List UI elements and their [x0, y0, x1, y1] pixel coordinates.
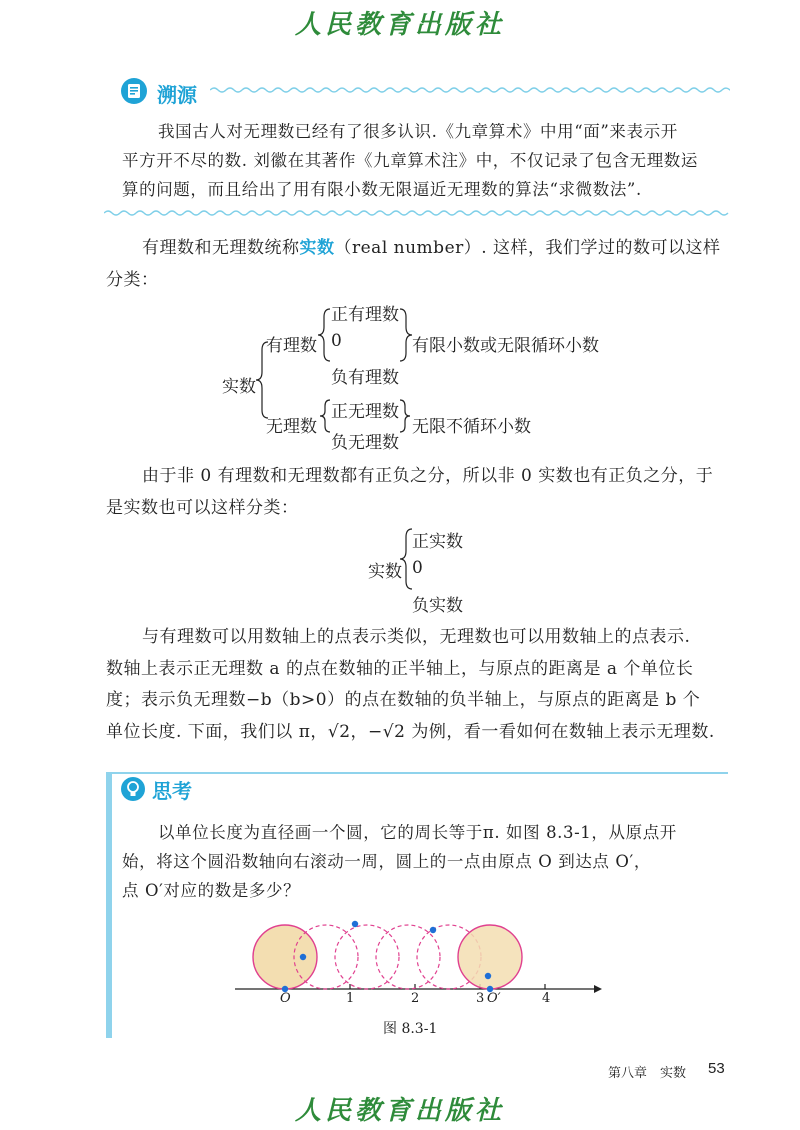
figure-caption: 图 8.3-1: [383, 1021, 438, 1037]
rolling-point-4: [485, 973, 491, 979]
source-line: 平方开不尽的数. 刘徽在其著作《九章算术注》中，不仅记录了包含无理数运: [122, 151, 698, 170]
class1-rational-desc: 有限小数或无限循环小数: [412, 336, 599, 356]
think-line: 以单位长度为直径画一个圆，它的周长等于π. 如图 8.3-1，从原点开: [158, 823, 677, 842]
think-box-text: [122, 818, 722, 905]
class2-root: 实数: [368, 562, 402, 582]
intro-text: 有理数和无理数统称: [142, 238, 300, 258]
mid-text: 由于非 0 有理数和无理数都有正负之分，所以非 0 实数也有正负之分，于: [142, 466, 714, 486]
class1-pos-rational: 正有理数: [331, 305, 399, 325]
class2-neg: 负实数: [412, 596, 463, 616]
number-line-paragraph: [106, 622, 736, 748]
end-circle: [458, 925, 522, 989]
class1-root: 实数: [222, 377, 256, 397]
class1-irrational-desc: 无限不循环小数: [412, 417, 531, 437]
class1-neg-rational: 负有理数: [331, 368, 399, 388]
mid-text: 是实数也可以这样分类：: [106, 498, 299, 518]
axis-label-2: 2: [411, 991, 420, 1006]
class2-pos: 正实数: [412, 532, 463, 552]
rolling-point-3: [430, 927, 436, 933]
think-box-top-line: [106, 772, 728, 774]
page-number: 53: [708, 1060, 725, 1077]
class1-irrational: 无理数: [266, 417, 317, 437]
publisher-logo-bottom: 人民教育出版社: [294, 1096, 505, 1126]
intro-text: 分类：: [106, 270, 159, 290]
class2-zero: 0: [412, 558, 423, 578]
rolling-circle-3: [376, 925, 440, 989]
class1-zero: 0: [331, 331, 342, 351]
start-circle: [253, 925, 317, 989]
lightbulb-icon: [120, 776, 146, 802]
intro-text: （real number）. 这样，我们学过的数可以这样: [334, 238, 721, 258]
term-real-number: 实数: [299, 238, 335, 258]
source-line: 算的问题，而且给出了用有限小数无限逼近无理数的算法“求微数法”.: [122, 180, 642, 199]
think-line: 始，将这个圆沿数轴向右滚动一周，圆上的一点由原点 O 到达点 O′，: [122, 852, 651, 871]
source-box-title: 溯源: [157, 83, 197, 107]
publisher-logo-top: 人民教育出版社: [294, 10, 505, 40]
footer-chapter: 第八章 实数: [608, 1066, 687, 1081]
axis-label-4: 4: [542, 991, 551, 1006]
axis-label-3: 3: [476, 991, 485, 1006]
think-box-left-bar: [106, 772, 112, 1038]
class1-pos-irrational: 正无理数: [331, 402, 399, 422]
axis-label-O: O: [280, 991, 291, 1006]
class1-neg-irrational: 负无理数: [331, 433, 399, 453]
axis-label-O-prime: O′: [487, 991, 501, 1006]
class1-rational: 有理数: [266, 336, 317, 356]
para2-text: 度；表示负无理数−b（b>0）的点在数轴的负半轴上，与原点的距离是 b 个: [106, 690, 701, 710]
think-box-title: 思考: [152, 779, 192, 803]
source-line: 我国古人对无理数已经有了很多认识.《九章算术》中用“面”来表示开: [158, 122, 678, 141]
axis-label-1: 1: [346, 991, 355, 1006]
para2-text: 与有理数可以用数轴上的点表示类似，无理数也可以用数轴上的点表示.: [142, 627, 691, 647]
rolling-circle-2: [335, 925, 399, 989]
para2-text: 数轴上表示正无理数 a 的点在数轴的正半轴上，与原点的距离是 a 个单位长: [106, 658, 694, 679]
rolling-point-2: [352, 921, 358, 927]
rolling-point-1: [300, 954, 306, 960]
para2-text: 单位长度. 下面，我们以 π，√2，−√2 为例，看一看如何在数轴上表示无理数.: [106, 721, 715, 742]
think-line: 点 O′对应的数是多少？: [122, 881, 301, 900]
